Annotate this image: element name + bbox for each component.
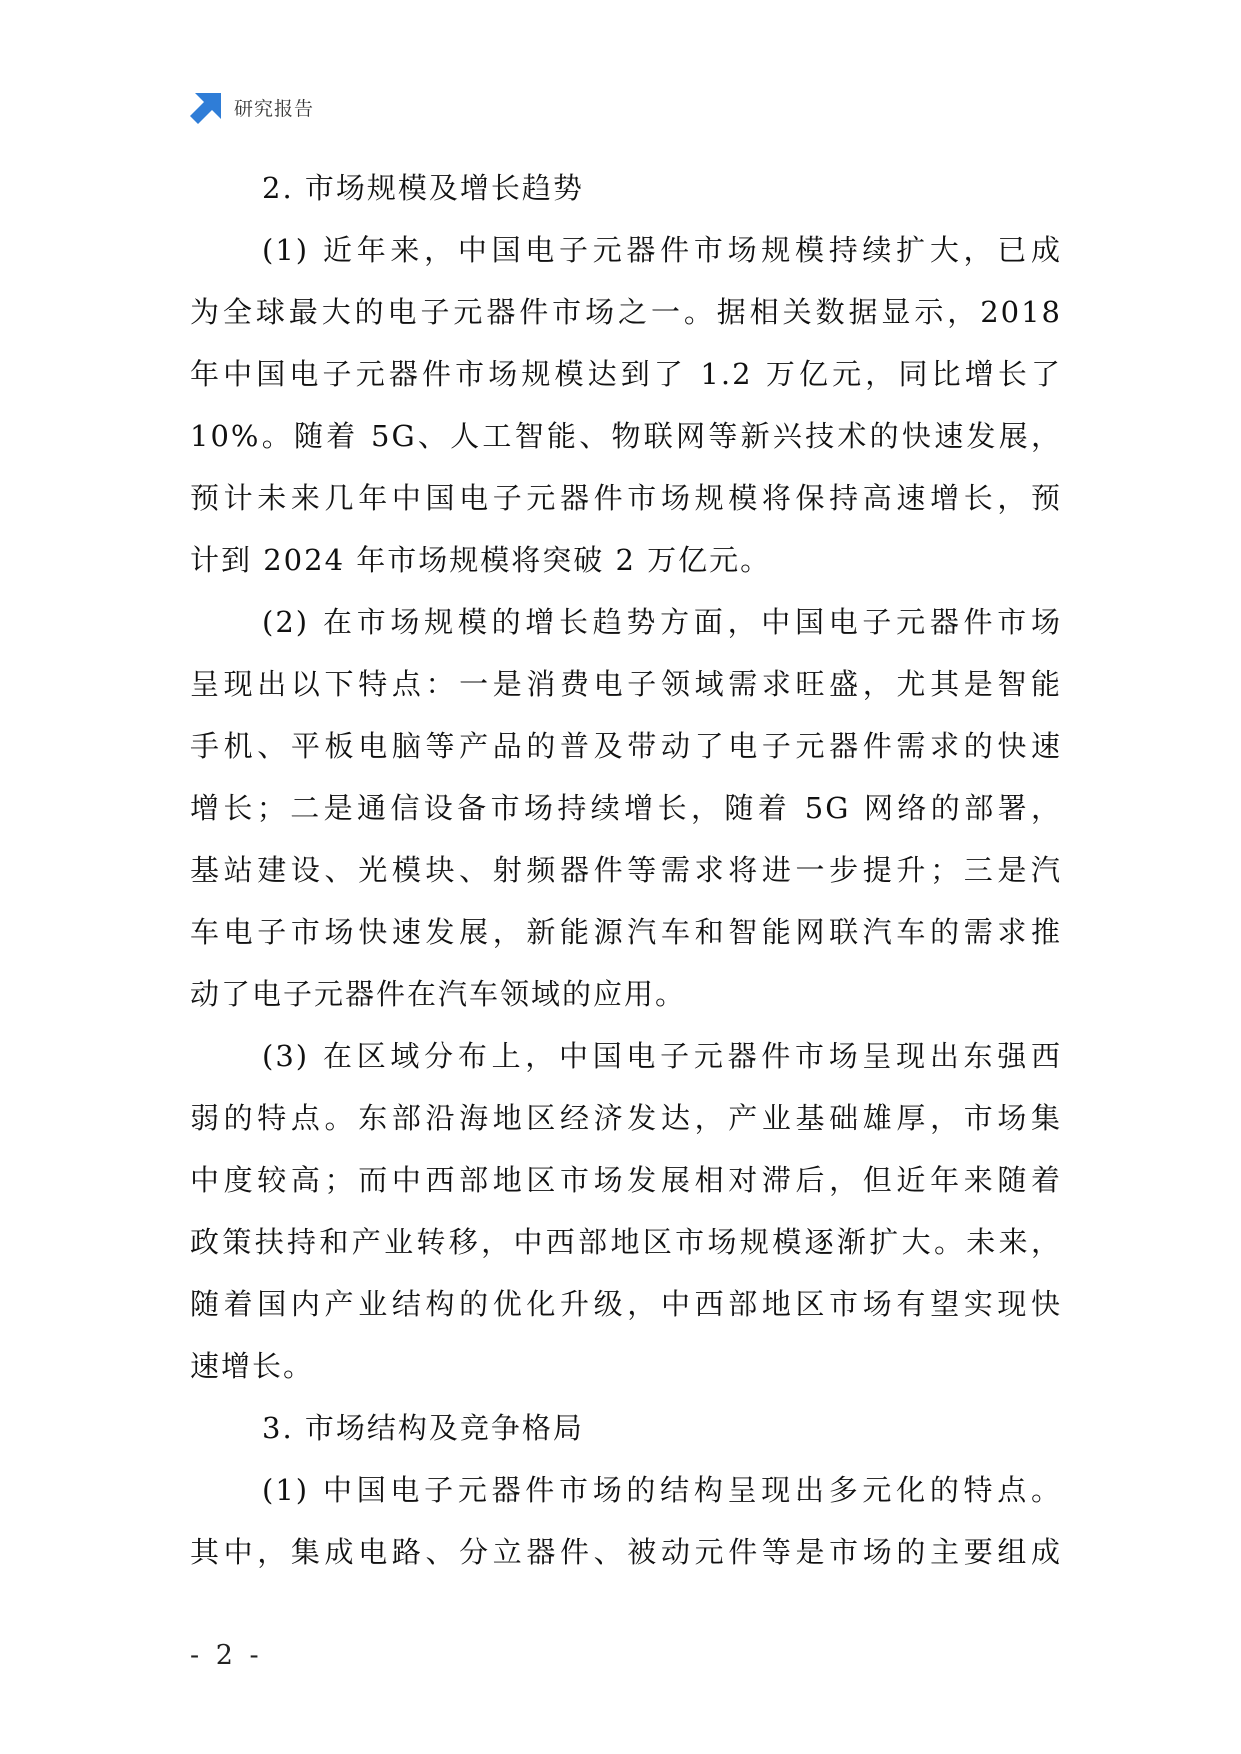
paragraph-line: (2) 在市场规模的增长趋势方面，中国电子元器件市场 [262,605,1062,639]
page-number: - 2 - [190,1640,263,1671]
paragraph-line: 动了电子元器件在汽车领域的应用。 [190,977,687,1011]
report-body [190,157,1062,1583]
paragraph-line: 计到 2024 年市场规模将突破 2 万亿元。 [190,543,772,577]
paragraph-line: 呈现出以下特点：一是消费电子领域需求旺盛，尤其是智能 [190,667,1062,701]
paragraph-line: 随着国内产业结构的优化升级，中西部地区市场有望实现快 [190,1287,1062,1321]
paragraph-line: (3) 在区域分布上，中国电子元器件市场呈现出东强西 [262,1039,1062,1073]
section-heading-market-structure: 3. 市场结构及竞争格局 [262,1411,584,1445]
paragraph-line: 预计未来几年中国电子元器件市场规模将保持高速增长，预 [190,481,1062,515]
paragraph-line: 中度较高；而中西部地区市场发展相对滞后，但近年来随着 [190,1163,1062,1197]
section-heading-market-size: 2. 市场规模及增长趋势 [262,171,584,205]
paragraph-line: 基站建设、光模块、射频器件等需求将进一步提升；三是汽 [190,853,1062,887]
paragraph-line: 为全球最大的电子元器件市场之一。据相关数据显示，2018 [190,295,1062,329]
paragraph-line: 政策扶持和产业转移，中西部地区市场规模逐渐扩大。未来， [190,1225,1062,1259]
paragraph-line: 速增长。 [190,1349,315,1383]
header-title: 研究报告 [234,97,315,120]
paragraph-line: 弱的特点。东部沿海地区经济发达，产业基础雄厚，市场集 [190,1101,1062,1135]
arrow-up-right-icon [190,90,224,124]
paragraph-line: 年中国电子元器件市场规模达到了 1.2 万亿元，同比增长了 [190,357,1062,391]
paragraph-line: 10%。随着 5G、人工智能、物联网等新兴技术的快速发展， [190,419,1062,453]
paragraph-line: 增长；二是通信设备市场持续增长，随着 5G 网络的部署， [190,791,1062,825]
paragraph-line: (1) 中国电子元器件市场的结构呈现出多元化的特点。 [262,1473,1062,1507]
paragraph-line: 其中，集成电路、分立器件、被动元件等是市场的主要组成 [190,1535,1062,1569]
paragraph-line: (1) 近年来，中国电子元器件市场规模持续扩大，已成 [262,233,1062,267]
paragraph-line: 车电子市场快速发展，新能源汽车和智能网联汽车的需求推 [190,915,1062,949]
paragraph-line: 手机、平板电脑等产品的普及带动了电子元器件需求的快速 [190,729,1062,763]
document-header [190,89,314,125]
